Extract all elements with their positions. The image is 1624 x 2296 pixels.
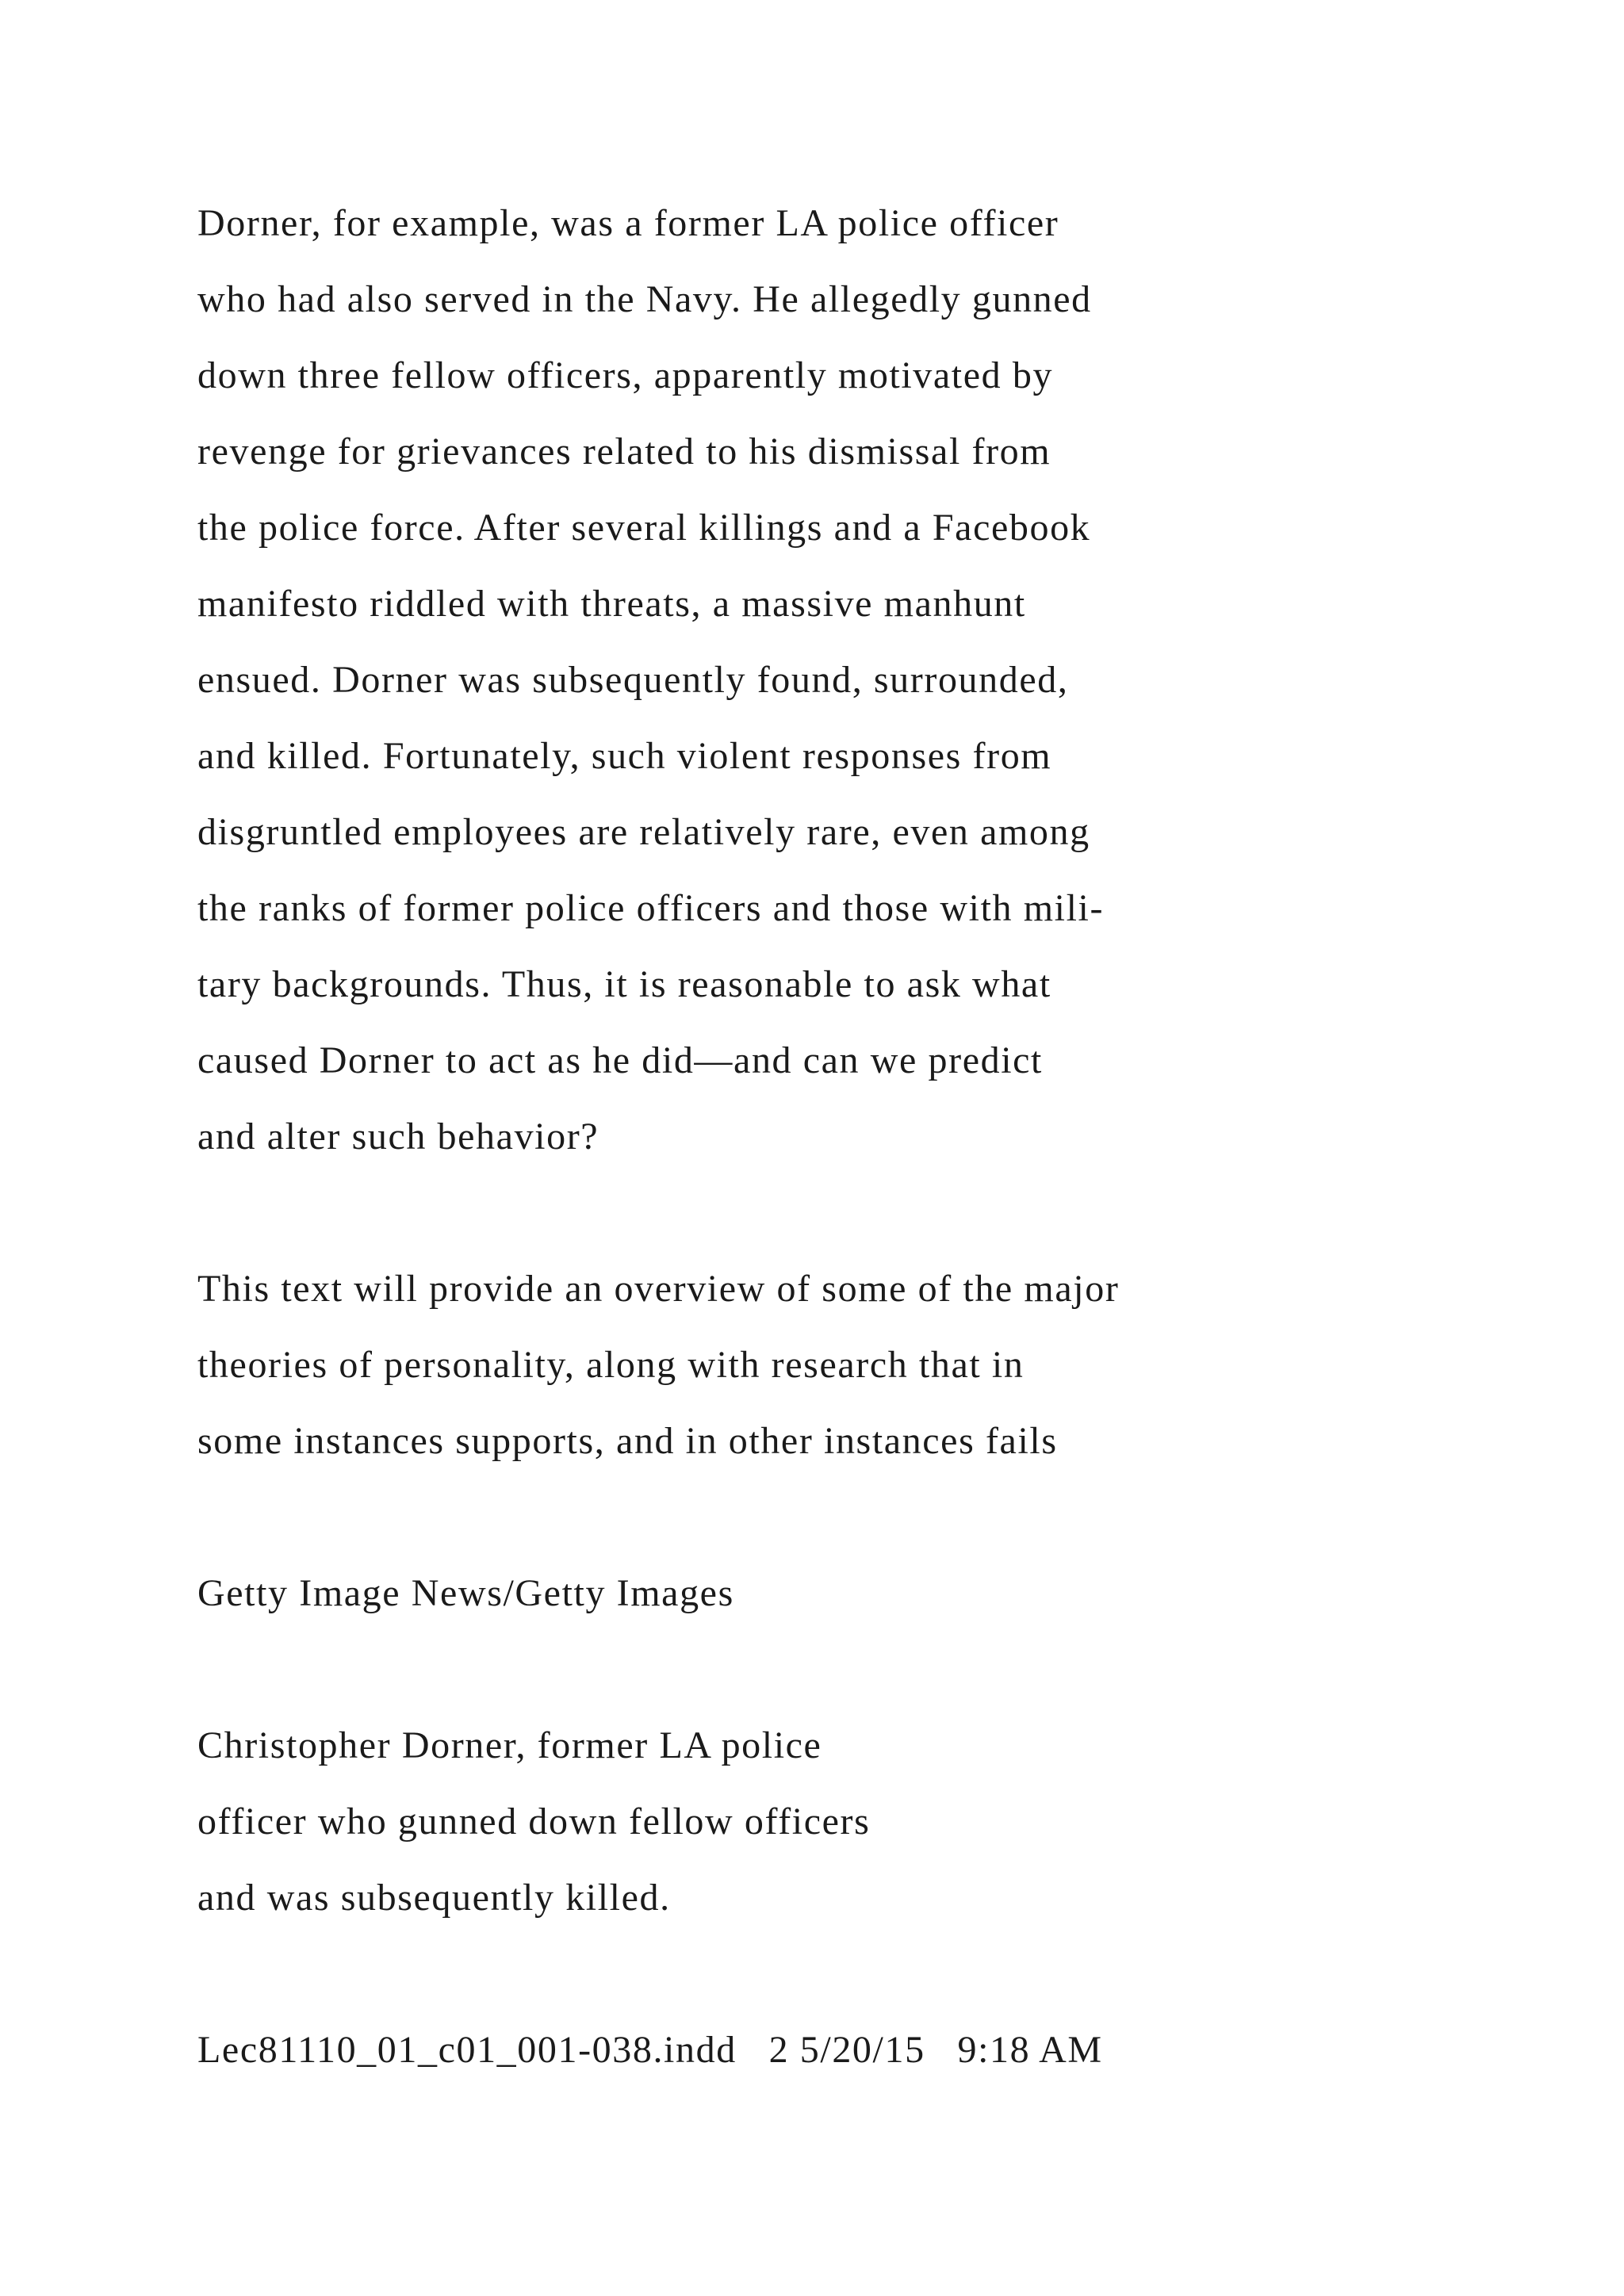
file-info-footer: Lec81110_01_c01_001-038.indd 2 5/20/15 9:18 AM bbox=[197, 2029, 1103, 2071]
text-line: theories of personality, along with research that in bbox=[197, 1344, 1025, 1386]
text-line: manifesto riddled with threats, a massive manhunt bbox=[197, 583, 1026, 625]
text-line: who had also served in the Navy. He allegedly gunned bbox=[197, 278, 1092, 320]
text-line: disgruntled employees are relatively rare, even among bbox=[197, 811, 1090, 853]
text-line: ensued. Dorner was subsequently found, surrounded, bbox=[197, 659, 1069, 701]
text-line: This text will provide an overview of some of the major bbox=[197, 1268, 1120, 1310]
text-line: caused Dorner to act as he did—and can we predict bbox=[197, 1039, 1043, 1081]
caption-line: Christopher Dorner, former LA police bbox=[197, 1724, 822, 1766]
caption-line: officer who gunned down fellow officers bbox=[197, 1800, 871, 1843]
text-line: the police force. After several killings and a Facebook bbox=[197, 507, 1091, 549]
text-line: revenge for grievances related to his dismissal from bbox=[197, 430, 1051, 473]
text-line: Dorner, for example, was a former LA police officer bbox=[197, 202, 1059, 244]
text-line: and alter such behavior? bbox=[197, 1115, 599, 1158]
photo-credit: Getty Image News/Getty Images bbox=[197, 1572, 734, 1614]
text-line: the ranks of former police officers and those with mili- bbox=[197, 887, 1105, 929]
text-line: some instances supports, and in other instances fails bbox=[197, 1420, 1058, 1462]
text-line: tary backgrounds. Thus, it is reasonable to ask what bbox=[197, 963, 1051, 1005]
caption-line: and was subsequently killed. bbox=[197, 1877, 671, 1919]
text-line: and killed. Fortunately, such violent responses from bbox=[197, 735, 1052, 777]
text-line: down three fellow officers, apparently motivated by bbox=[197, 354, 1054, 396]
